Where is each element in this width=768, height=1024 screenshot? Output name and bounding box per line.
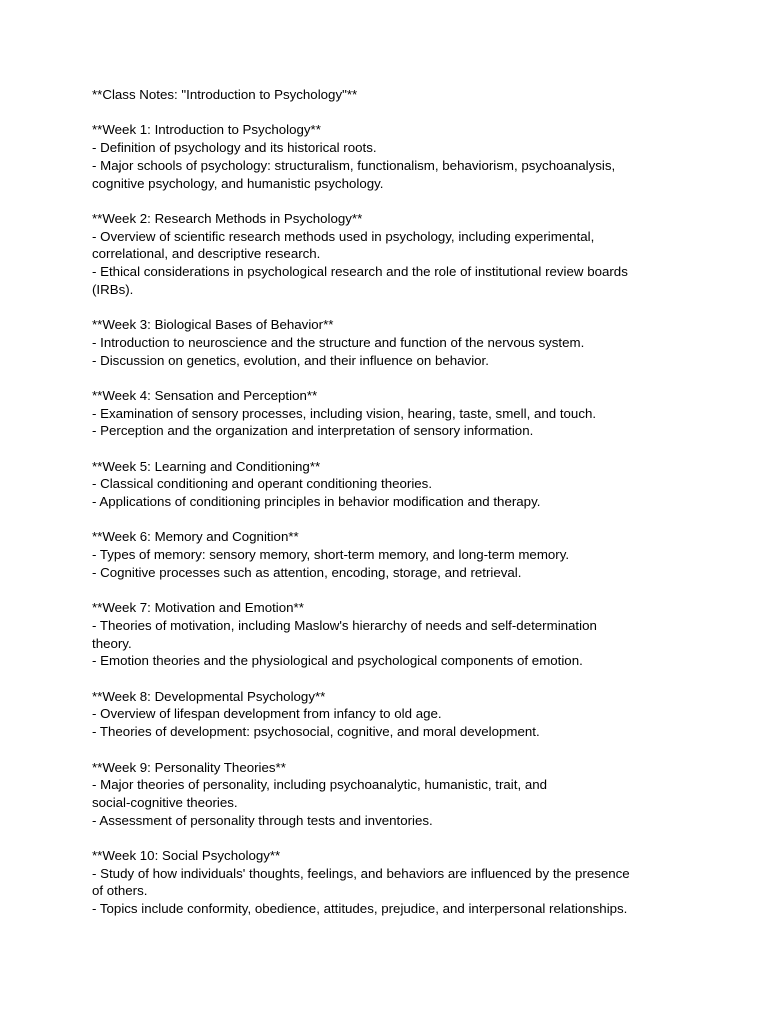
note-line: - Overview of scientific research methods used in psychology, including experimental, (92, 228, 595, 244)
note-line: - Classical conditioning and operant conditioning theories. (92, 476, 433, 492)
spacer (92, 369, 682, 387)
note-line: - Perception and the organization and interpretation of sensory information. (92, 423, 534, 439)
spacer (92, 440, 682, 458)
week-section (92, 387, 682, 440)
week-heading: **Week 10: Social Psychology** (92, 848, 281, 864)
note-line: - Major theories of personality, including psychoanalytic, humanistic, trait, and (92, 777, 548, 793)
note-line: - Major schools of psychology: structuralism, functionalism, behaviorism, psychoanalysis, (92, 157, 616, 173)
week-heading: **Week 6: Memory and Cognition** (92, 529, 299, 545)
note-line: of others. (92, 883, 148, 899)
class-notes-document (92, 86, 682, 918)
note-line: - Study of how individuals' thoughts, feelings, and behaviors are influenced by the presence (92, 865, 630, 881)
note-line: - Types of memory: sensory memory, short-term memory, and long-term memory. (92, 547, 570, 563)
note-line: cognitive psychology, and humanistic psychology. (92, 175, 384, 191)
spacer (92, 104, 682, 122)
week-heading: **Week 7: Motivation and Emotion** (92, 600, 304, 616)
week-section (92, 599, 682, 670)
note-line: - Cognitive processes such as attention, encoding, storage, and retrieval. (92, 564, 522, 580)
week-section (92, 121, 682, 192)
note-line: - Introduction to neuroscience and the structure and function of the nervous system. (92, 334, 585, 350)
spacer (92, 192, 682, 210)
spacer (92, 670, 682, 688)
note-line: - Overview of lifespan development from infancy to old age. (92, 706, 442, 722)
note-line: - Topics include conformity, obedience, attitudes, prejudice, and interpersonal relationships. (92, 901, 628, 917)
week-heading: **Week 4: Sensation and Perception** (92, 387, 318, 403)
note-line: - Definition of psychology and its historical roots. (92, 140, 377, 156)
week-heading: **Week 2: Research Methods in Psychology** (92, 210, 363, 226)
document-title: **Class Notes: "Introduction to Psychology"** (92, 87, 358, 102)
note-line: - Assessment of personality through tests and inventories. (92, 812, 433, 828)
spacer (92, 582, 682, 600)
note-line: - Theories of development: psychosocial, cognitive, and moral development. (92, 724, 540, 740)
note-line: - Discussion on genetics, evolution, and their influence on behavior. (92, 352, 489, 368)
week-heading: **Week 9: Personality Theories** (92, 759, 286, 775)
note-line: correlational, and descriptive research. (92, 246, 321, 262)
note-line: theory. (92, 635, 132, 651)
spacer (92, 741, 682, 759)
week-heading: **Week 1: Introduction to Psychology** (92, 122, 321, 138)
week-section (92, 458, 682, 511)
week-section (92, 688, 682, 741)
week-section (92, 528, 682, 581)
spacer (92, 511, 682, 529)
note-line: - Emotion theories and the physiological and psychological components of emotion. (92, 653, 583, 669)
week-section (92, 316, 682, 369)
week-section (92, 210, 682, 299)
week-heading: **Week 3: Biological Bases of Behavior** (92, 317, 334, 333)
spacer (92, 298, 682, 316)
week-heading: **Week 8: Developmental Psychology** (92, 688, 326, 704)
note-line: - Examination of sensory processes, including vision, hearing, taste, smell, and touch. (92, 405, 597, 421)
spacer (92, 829, 682, 847)
note-line: - Theories of motivation, including Maslow's hierarchy of needs and self-determination (92, 617, 597, 633)
week-section (92, 759, 682, 830)
week-section (92, 847, 682, 918)
note-line: - Ethical considerations in psychological research and the role of institutional review boards (92, 264, 628, 279)
note-line: - Applications of conditioning principles in behavior modification and therapy. (92, 494, 541, 510)
note-line: (IRBs). (92, 281, 134, 297)
note-line: social-cognitive theories. (92, 794, 238, 810)
week-heading: **Week 5: Learning and Conditioning** (92, 458, 321, 474)
